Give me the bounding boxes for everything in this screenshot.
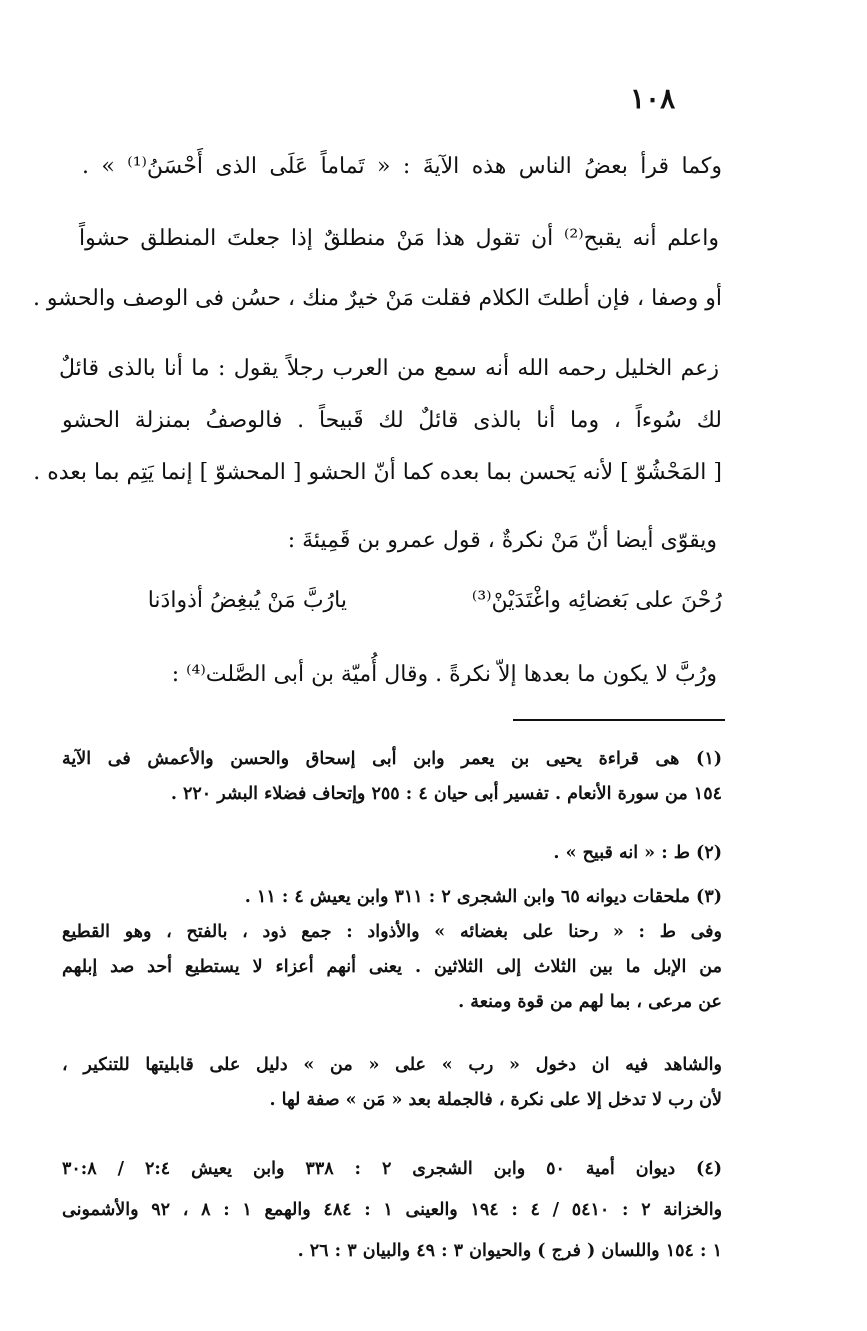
verse-first-hemistich: يارُبَّ مَنْ يُبغِضُ أذوادَنا [147,588,347,613]
footnote-3-line-5: والشاهد فيه ان دخول « رب » على « من » دليل على قابليتها للتنكير ، [62,1055,722,1075]
footnote-3-line-6: لأن رب لا تدخل إلا على نكرة ، فالجملة بعد « مَن » صفة لها . [269,1090,722,1110]
footnote-4-line-1: (٤) ديوان أمية ٥٠ وابن الشجرى ٢ : ٣٣٨ وابن يعيش ٢:٤ / ٣٠:٨ [62,1159,723,1179]
body-line-4: زعم الخليل رحمه الله أنه سمع من العرب رجلاً يقول : ما أنا بالذى قائلٌ [59,356,719,381]
footnote-2-line-1: (٢) ط : « انه قبيح » . [553,843,722,863]
footnote-4-line-3: ١ : ١٥٤ واللسان ( فرج ) والحيوان ٣ : ٤٩ والبيان ٣ : ٢٦ . [297,1241,722,1261]
footnote-separator [513,719,725,721]
verse-second-hemistich: رُحْنَ على بَغضائِه واغْتَدَيْنْ⁽³⁾ [471,588,722,613]
footnote-3-line-2: وفى ط : « رحنا على بغضائه » والأذواد : جمع ذود ، بالفتح ، وهو القطيع [62,922,722,942]
footnote-3-line-4: عن مرعى ، بما لهم من قوة ومنعة . [458,992,722,1012]
body-line-6: [ المَحْشُوّ ] لأنه يَحسن بما بعده كما أنّ الحشو [ المحشوّ ] إنما يَتِم بما بعده . [33,460,722,485]
footnote-4-line-2: والخزانة ٢ : ٥٤١٠ / ٤ : ١٩٤ والعينى ١ : ٤٨٤ والهمع ١ : ٨ ، ٩٢ والأشمونى [62,1200,723,1220]
body-line-3: أو وصفا ، فإن أطلتَ الكلام فقلت مَنْ خيرٌ منك ، حسُن فى الوصف والحشو . [32,286,722,311]
page-number: ١٠٨ [630,82,676,115]
body-line-8: ورُبَّ لا يكون ما بعدها إلاّ نكرةً . وقال أُميّة بن أبى الصَّلت⁽⁴⁾ : [171,662,717,687]
footnote-3-line-3: من الإبل ما بين الثلاث إلى الثلاثين . يعنى أنهم أعزاء لا يستطيع أحد صد إبلهم [62,957,722,977]
body-line-5: لك سُوءاً ، وما أنا بالذى قائلٌ لك قَبيحاً . فالوصفُ بمنزلة الحشو [62,408,722,433]
footnote-1-line-2: ١٥٤ من سورة الأنعام . تفسير أبى حيان ٤ : ٢٥٥ وإتحاف فضلاء البشر ٢٢٠ . [170,784,722,804]
body-line-7: ويقوّى أيضا أنّ مَنْ نكرةٌ ، قول عمرو بن قَمِيئةَ : [287,528,717,553]
body-line-2: واعلم أنه يقبح⁽²⁾ أن تقول هذا مَنْ منطلقٌ إذا جعلتَ المنطلق حشواً [79,226,719,251]
body-line-1: وكما قرأ بعضُ الناس هذه الآيةَ : « تَماماً عَلَى الذى أَحْسَنُ⁽¹⁾ » . [82,154,723,179]
footnote-1-line-1: (١) هى قراءة يحيى بن يعمر وابن أبى إسحاق والحسن والأعمش فى الآية [62,749,722,769]
footnote-3-line-1: (٣) ملحقات ديوانه ٦٥ وابن الشجرى ٢ : ٣١١ وابن يعيش ٤ : ١١ . [244,887,722,907]
